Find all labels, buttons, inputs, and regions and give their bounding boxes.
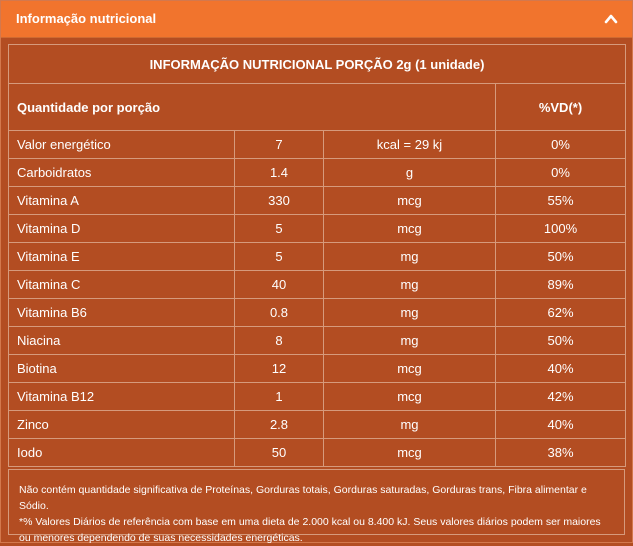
table-title: INFORMAÇÃO NUTRICIONAL PORÇÃO 2g (1 unidade): [9, 45, 626, 84]
table-row: [9, 299, 626, 327]
table-row: [9, 271, 626, 299]
table-row: [9, 411, 626, 439]
nutrition-table: [8, 44, 626, 467]
nutrient-amount: 8: [235, 327, 324, 355]
footnote-line-2: *% Valores Diários de referência com base em uma dieta de 2.000 kcal ou 8.400 kJ. Seus valores diários podem ser maiores ou menores dependendo de suas necessidades energéticas.: [19, 516, 601, 544]
nutrient-name: Vitamina C: [9, 271, 235, 299]
nutrient-vd: 0%: [496, 131, 626, 159]
nutrient-unit: mcg: [324, 439, 496, 467]
table-row: [9, 187, 626, 215]
nutrient-amount: 12: [235, 355, 324, 383]
nutrient-vd: 100%: [496, 215, 626, 243]
table-row: [9, 159, 626, 187]
table-row: [9, 383, 626, 411]
header-vd: %VD(*): [496, 84, 626, 131]
nutrient-name: Valor energético: [9, 131, 235, 159]
nutrient-name: Vitamina E: [9, 243, 235, 271]
nutrient-vd: 40%: [496, 355, 626, 383]
nutrient-name: Vitamina D: [9, 215, 235, 243]
nutrient-vd: 38%: [496, 439, 626, 467]
nutrient-amount: 2.8: [235, 411, 324, 439]
table-body: [9, 131, 626, 467]
nutrient-amount: 5: [235, 215, 324, 243]
nutrient-amount: 1.4: [235, 159, 324, 187]
table-row: [9, 131, 626, 159]
nutrient-vd: 62%: [496, 299, 626, 327]
nutrient-name: Carboidratos: [9, 159, 235, 187]
nutrient-vd: 50%: [496, 243, 626, 271]
nutrient-amount: 5: [235, 243, 324, 271]
nutrient-name: Iodo: [9, 439, 235, 467]
nutrient-amount: 40: [235, 271, 324, 299]
nutrient-unit: mg: [324, 411, 496, 439]
nutrient-unit: mcg: [324, 215, 496, 243]
nutrient-name: Vitamina A: [9, 187, 235, 215]
nutrient-unit: mg: [324, 243, 496, 271]
nutrient-vd: 0%: [496, 159, 626, 187]
table-row: [9, 327, 626, 355]
nutrient-unit: mg: [324, 271, 496, 299]
accordion-title: Informação nutricional: [16, 11, 157, 26]
nutrient-amount: 7: [235, 131, 324, 159]
accordion-header[interactable]: [1, 1, 632, 38]
nutrient-unit: mcg: [324, 187, 496, 215]
chevron-up-icon[interactable]: [604, 12, 618, 26]
nutrient-amount: 50: [235, 439, 324, 467]
table-row: [9, 355, 626, 383]
table-row: [9, 215, 626, 243]
nutrient-unit: mcg: [324, 355, 496, 383]
nutrient-amount: 0.8: [235, 299, 324, 327]
nutrient-amount: 1: [235, 383, 324, 411]
footnote-line-1: Não contém quantidade significativa de Proteínas, Gorduras totais, Gorduras saturadas, Gorduras trans, Fibra alimentar e Sódio.: [19, 484, 587, 512]
table-row: [9, 439, 626, 467]
nutrient-name: Biotina: [9, 355, 235, 383]
nutrient-vd: 50%: [496, 327, 626, 355]
table-title-row: [9, 45, 626, 84]
nutrient-vd: 55%: [496, 187, 626, 215]
nutrient-name: Niacina: [9, 327, 235, 355]
nutrient-unit: mg: [324, 299, 496, 327]
header-quantity: Quantidade por porção: [9, 84, 496, 131]
nutrient-name: Vitamina B6: [9, 299, 235, 327]
nutrient-vd: 40%: [496, 411, 626, 439]
nutrient-unit: mg: [324, 327, 496, 355]
nutrient-name: Vitamina B12: [9, 383, 235, 411]
nutrient-unit: mcg: [324, 383, 496, 411]
table-row: [9, 243, 626, 271]
table-header-row: [9, 84, 626, 131]
nutrient-vd: 89%: [496, 271, 626, 299]
nutrient-vd: 42%: [496, 383, 626, 411]
footnote: [8, 469, 625, 544]
nutrient-unit: kcal = 29 kj: [324, 131, 496, 159]
nutrient-amount: 330: [235, 187, 324, 215]
nutrient-unit: g: [324, 159, 496, 187]
nutrient-name: Zinco: [9, 411, 235, 439]
